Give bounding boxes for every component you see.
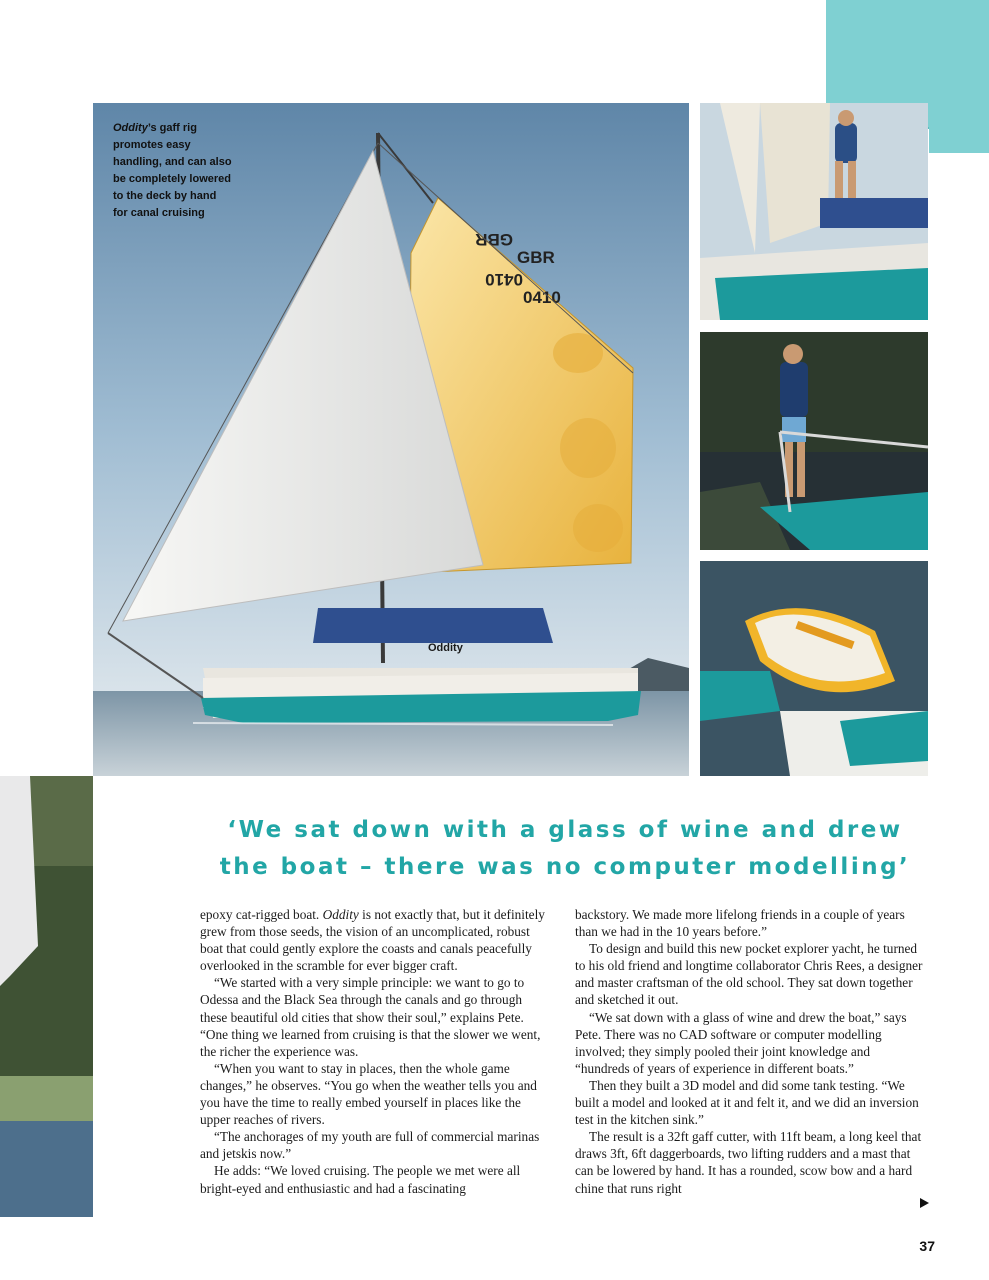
continue-arrow-icon: [920, 1198, 929, 1208]
paragraph: backstory. We made more lifelong friends in a couple of years than we had in the 10 years before.”: [575, 907, 905, 940]
photo-man-at-pulpit: [700, 332, 928, 550]
sail-letters: GBR: [517, 248, 555, 267]
sail-number: 0410: [523, 288, 561, 307]
paragraph: Then they built a 3D model and did some tank testing. “We built a model and looked at it and felt it, and we did an inversion test in the kitchen sink.”: [575, 1077, 919, 1128]
hull-name: Oddity: [428, 642, 463, 654]
pull-quote: ‘We sat down with a glass of wine and drew the boat – there was no computer modelling’: [219, 817, 911, 880]
paragraph: He adds: “We loved cruising. The people we met were all bright-eyed and enthusiastic and had a fascinating: [200, 1163, 521, 1196]
corner-tab-strip: [929, 127, 989, 153]
photo-left-strip-landscape: [0, 776, 93, 1217]
paragraph: The result is a 32ft gaff cutter, with 11ft beam, a long keel that draws 3ft, 6ft daggerboards, two lifting rudders and a mast that can be lowered by hand. It has a rounded, scow bow and a hard chine that runs right: [575, 1129, 922, 1196]
paragraph-text: epoxy cat-rigged boat.: [200, 907, 323, 922]
paragraph: “We sat down with a glass of wine and drew the boat,” says Pete. There was no CAD software or computer modelling involved; they simply pooled their joint knowledge and “hundreds of years of experience in different boats.”: [575, 1009, 907, 1076]
paragraph: To design and build this new pocket explorer yacht, he turned to his old friend and longtime collaborator Chris Rees, a designer and master craftsman of the old school. They sat down together and sketched it out.: [575, 941, 923, 1008]
caption-boat-name: Oddity: [113, 122, 148, 134]
svg-text:GBR: GBR: [475, 230, 513, 249]
photo-caption: [113, 120, 233, 222]
bimini-cover: [313, 608, 553, 643]
photo-yellow-dinghy: [700, 561, 928, 776]
paragraph-text: is not exactly that, but it definitely grew from those seeds, the vision of an uncomplicated, robust boat that could gently explore the coasts and canals peacefully overlooked in the scramble for ever bigger craft.: [200, 907, 545, 974]
boat-name-italic: Oddity: [322, 907, 359, 922]
body-column-left: [200, 906, 550, 1197]
svg-text:0410: 0410: [485, 270, 523, 289]
paragraph: “We started with a very simple principle: we want to go to Odessa and the Black Sea through the canals and go through these beautiful old cities that show their soul,” explains Pete. “One thing we learned from cruising is that the slower we went, the richer the experience was.: [200, 975, 541, 1059]
body-column-right: [575, 906, 925, 1197]
paragraph: “The anchorages of my youth are full of commercial marinas and jetskis now.”: [200, 1129, 540, 1162]
paragraph: [200, 906, 550, 974]
photo-man-on-bow: [700, 103, 928, 320]
caption-text: ’s gaff rig promotes easy handling, and can also be completely lowered to the deck by hand for canal cruising: [113, 122, 232, 219]
paragraph: “When you want to stay in places, then the whole game changes,” he observes. “You go when the weather tells you and you have the time to really embed yourself in places like the upper reaches of rivers.: [200, 1060, 537, 1128]
page-number: 37: [919, 1238, 935, 1254]
